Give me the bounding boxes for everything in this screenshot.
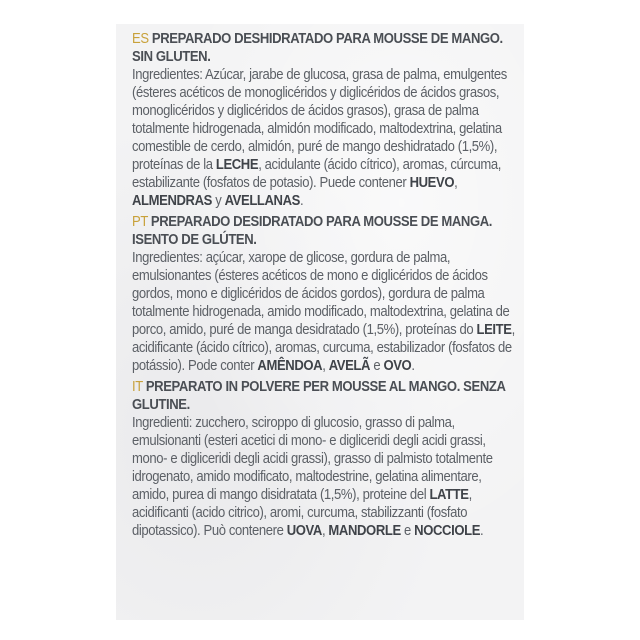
allergen: AVELLANAS xyxy=(224,192,300,209)
allergen: UOVA xyxy=(286,522,322,539)
allergen: AMÊNDOA xyxy=(257,357,323,374)
ingredients-text: , acidificanti (acido citrico), aromi, curcuma, stabilizzanti (fosfato dipotassico). Può contenere xyxy=(132,486,472,539)
ingredients-panel xyxy=(116,24,524,620)
allergen: ALMENDRAS xyxy=(132,192,212,209)
allergen: LEITE xyxy=(476,321,512,338)
ingredients-text: , acidificante (ácido cítrico), aromas, curcuma, estabilizador (fosfatos de potássio). Pode conter xyxy=(132,321,515,374)
section-it xyxy=(132,378,521,540)
ingredients-text: e xyxy=(400,522,415,539)
allergen: LECHE xyxy=(215,156,259,173)
language-code: IT xyxy=(132,378,143,395)
ingredients-text: , xyxy=(454,174,458,191)
ingredients-text: Ingredienti: zucchero, sciroppo di glucosio, grasso di palma, emulsionanti (esteri acetici di mono- e digliceridi degli acidi grassi, mono- e digliceridi degli acidi grassi), grasso di palmisto totalmente idrogenato, amido modificato, maltodestrine, gelatina alimentare, amido, purea di mango disidratata (1,5%), proteine del xyxy=(132,414,493,503)
ingredients-text: , xyxy=(322,357,329,374)
language-code: PT xyxy=(132,213,148,230)
language-code: ES xyxy=(132,30,149,47)
allergen: MANDORLE xyxy=(328,522,401,539)
allergen: LATTE xyxy=(429,486,469,503)
section-es xyxy=(132,30,521,210)
ingredients-text: , xyxy=(321,522,329,539)
allergen: HUEVO xyxy=(409,174,455,191)
ingredients-text: , acidulante (ácido cítrico), aromas, cúrcuma, estabilizante (fosfatos de potasio). Puede contener xyxy=(132,156,501,191)
ingredients-text: y xyxy=(211,192,225,209)
product-title: PREPARADO DESHIDRATADO PARA MOUSSE DE MANGO. SIN GLUTEN. xyxy=(132,30,503,65)
product-title: PREPARADO DESIDRATADO PARA MOUSSE DE MANGA. ISENTO DE GLÚTEN. xyxy=(132,213,493,248)
allergen: AVELÃ xyxy=(328,357,371,374)
ingredients-text: Ingredientes: açúcar, xarope de glicose, gordura de palma, emulsionantes (ésteres acéticos de mono e diglicéridos de ácidos gordos, mono e diglicéridos de ácidos gordos), gordura de palma totalmente hidrogenada, amido modificado, maltodextrina, gelatina de porco, amido, puré de manga desidratado (1,5%), proteínas do xyxy=(132,249,510,338)
ingredients-text: . xyxy=(411,357,415,374)
ingredients-text: e xyxy=(370,357,384,374)
section-pt xyxy=(132,213,521,375)
ingredients-text: . xyxy=(480,522,484,539)
ingredients-text: Ingredientes: Azúcar, jarabe de glucosa, grasa de palma, emulgentes (ésteres acéticos de monoglicéridos y diglicéridos de ácidos grasos, monoglicéridos y diglicéridos de ácidos grasos), grasa de palma totalmente hidrogenada, almidón modificado, maltodextrina, gelatina comestible de cerdo, almidón, puré de mango deshidratado (1,5%), proteínas de la xyxy=(132,66,507,173)
product-title: PREPARATO IN POLVERE PER MOUSSE AL MANGO. SENZA GLUTINE. xyxy=(132,378,506,413)
ingredients-text: . xyxy=(299,192,304,209)
allergen: NOCCIOLE xyxy=(414,522,481,539)
allergen: OVO xyxy=(383,357,412,374)
